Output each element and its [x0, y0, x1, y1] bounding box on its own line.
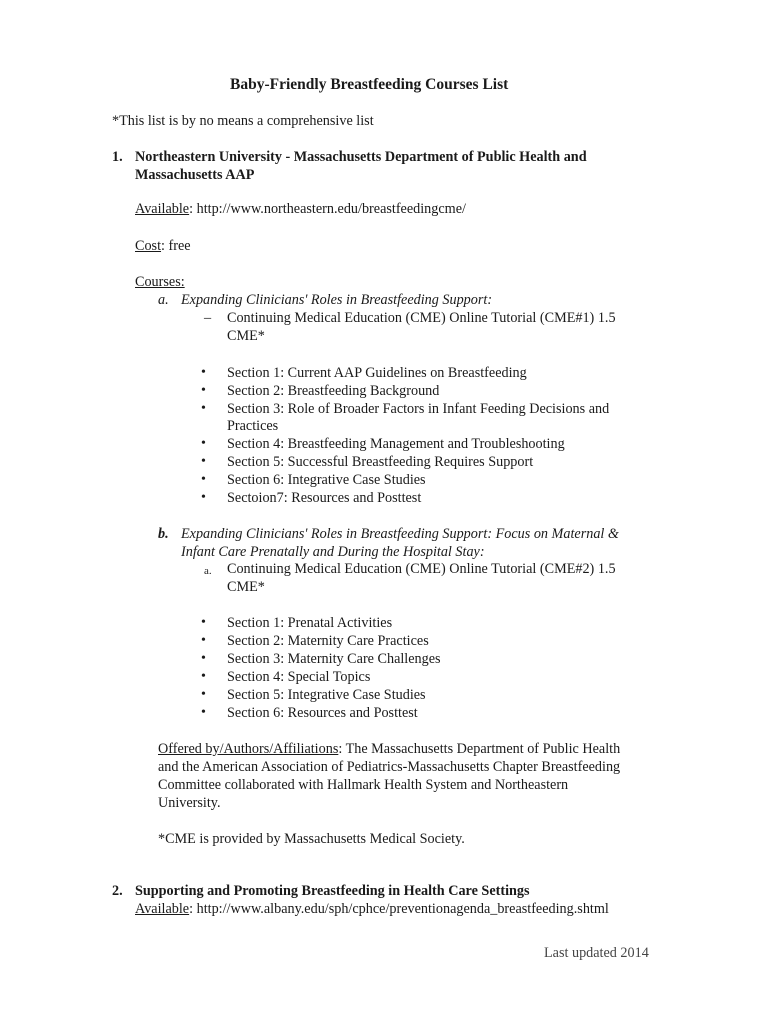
course-a-tutorial-line2: CME* [227, 328, 265, 344]
offered-by-text: : The Massachusetts Department of Public Health [338, 741, 621, 757]
course-b-section-2: Section 2: Maternity Care Practices [227, 633, 429, 649]
course-b-section-3: Section 3: Maternity Care Challenges [227, 651, 441, 667]
course-a-title: Expanding Clinicians' Roles in Breastfeeding Support: [181, 292, 493, 308]
item-2-available [135, 900, 609, 918]
item-2-heading: Supporting and Promoting Breastfeeding in Health Care Settings [135, 883, 530, 899]
course-b-section-1: Section 1: Prenatal Activities [227, 615, 393, 631]
bullet-icon: • [201, 651, 206, 666]
course-a-section-3-cont: Practices [227, 418, 279, 434]
course-b-title-line2: Infant Care Prenatally and During the Hospital Stay: [181, 544, 485, 560]
cme-note: *CME is provided by Massachusetts Medical Society. [158, 831, 465, 847]
bullet-icon: • [201, 705, 206, 720]
course-b-tutorial-line2: CME* [227, 579, 265, 595]
cost-label: Cost [135, 238, 162, 254]
course-a-marker: a. [158, 292, 169, 308]
course-b-marker: b. [158, 526, 169, 542]
page-title: Baby-Friendly Breastfeeding Courses List [230, 76, 509, 93]
item-1-cost [135, 237, 191, 255]
bullet-icon: • [201, 383, 206, 398]
bullet-icon: • [201, 454, 206, 469]
course-a-section-3: Section 3: Role of Broader Factors in Infant Feeding Decisions and [227, 401, 610, 417]
course-a-tutorial-line1: Continuing Medical Education (CME) Online Tutorial (CME#1) 1.5 [227, 310, 616, 326]
course-b-section-5: Section 5: Integrative Case Studies [227, 687, 426, 703]
bullet-icon: • [201, 490, 206, 505]
offered-by-label: Offered by/Authors/Affiliations [158, 741, 339, 757]
item-2-available-url[interactable]: : http://www.albany.edu/sph/cphce/preventionagenda_breastfeeding.shtml [189, 901, 609, 917]
bullet-icon: • [201, 472, 206, 487]
course-a-section-1: Section 1: Current AAP Guidelines on Breastfeeding [227, 365, 527, 381]
bullet-icon: • [201, 615, 206, 630]
available-url[interactable]: : http://www.northeastern.edu/breastfeedingcme/ [189, 201, 466, 217]
course-b-tutorial-line1: Continuing Medical Education (CME) Online Tutorial (CME#2) 1.5 [227, 561, 616, 577]
courses-label: Courses: [135, 274, 185, 290]
course-a-section-4: Section 4: Breastfeeding Management and Troubleshooting [227, 436, 565, 452]
course-a-section-6: Section 6: Integrative Case Studies [227, 472, 426, 488]
bullet-icon: • [201, 401, 206, 416]
course-b-title-line1: Expanding Clinicians' Roles in Breastfeeding Support: Focus on Maternal & [181, 526, 619, 542]
bullet-icon: • [201, 365, 206, 380]
item-2-number: 2. [112, 883, 123, 899]
course-a-section-7: Sectoion7: Resources and Posttest [227, 490, 422, 506]
course-b-section-6: Section 6: Resources and Posttest [227, 705, 418, 721]
bullet-icon: • [201, 633, 206, 648]
disclaimer-note: *This list is by no means a comprehensive list [112, 113, 374, 129]
course-a-dash: – [204, 310, 212, 326]
item-1-heading-line2: Massachusetts AAP [135, 167, 255, 183]
bullet-icon: • [201, 436, 206, 451]
offered-by-line2: and the American Association of Pediatrics-Massachusetts Chapter Breastfeeding [158, 759, 621, 775]
bullet-icon: • [201, 669, 206, 684]
course-a-section-2: Section 2: Breastfeeding Background [227, 383, 440, 399]
offered-by-line1 [158, 740, 620, 758]
offered-by-line4: University. [158, 795, 221, 811]
item-1-number: 1. [112, 149, 123, 165]
item-1-heading-line1: Northeastern University - Massachusetts Department of Public Health and [135, 149, 587, 165]
available-label: Available [135, 201, 190, 217]
bullet-icon: • [201, 687, 206, 702]
course-b-sub-marker: a. [204, 565, 212, 577]
last-updated-footer: Last updated 2014 [544, 945, 649, 961]
offered-by-line3: Committee collaborated with Hallmark Health System and Northeastern [158, 777, 569, 793]
course-a-section-5: Section 5: Successful Breastfeeding Requires Support [227, 454, 534, 470]
item-1-available [135, 200, 466, 218]
course-b-section-4: Section 4: Special Topics [227, 669, 371, 685]
cost-value: : free [161, 238, 191, 254]
item-2-available-label: Available [135, 901, 190, 917]
